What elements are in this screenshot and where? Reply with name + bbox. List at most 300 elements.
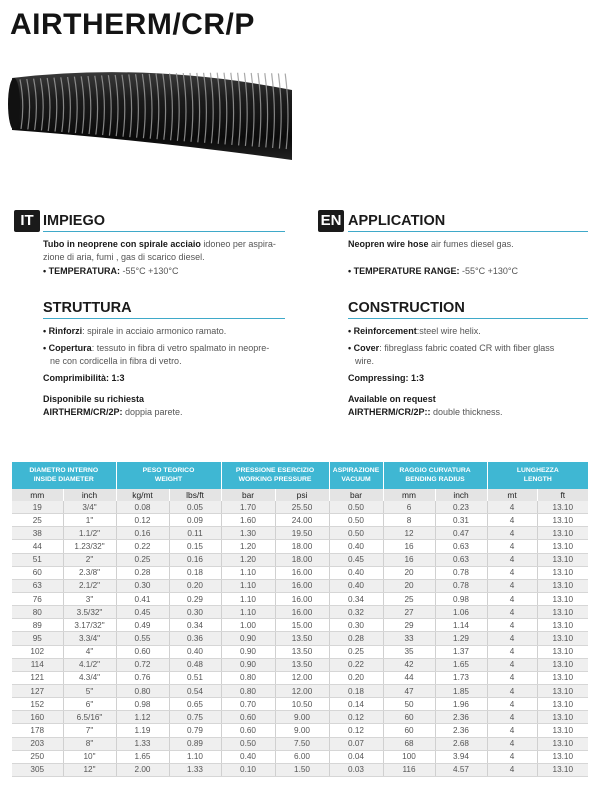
table-cell: 1.37 xyxy=(435,645,487,658)
specifications-table xyxy=(12,462,588,777)
table-cell: 0.98 xyxy=(116,698,169,711)
table-cell: 4 xyxy=(487,501,537,514)
table-row xyxy=(12,750,588,763)
table-cell: 0.30 xyxy=(169,606,221,619)
table-cell: 0.16 xyxy=(116,527,169,540)
table-cell: 0.08 xyxy=(116,501,169,514)
table-cell: 1.70 xyxy=(221,501,275,514)
en-compressing: Compressing: 1:3 xyxy=(348,373,425,383)
en-language-badge: EN xyxy=(318,210,344,232)
it-application-text xyxy=(43,238,293,263)
it-cover-text-1: : tessuto in fibra di vetro spalmato in neopre- xyxy=(91,343,270,353)
table-cell: 12" xyxy=(63,763,116,776)
unit-header-cell: inch xyxy=(435,489,487,501)
table-row xyxy=(12,566,588,579)
table-cell: 0.90 xyxy=(221,645,275,658)
table-cell: 4 xyxy=(487,645,537,658)
table-cell: 25.50 xyxy=(275,501,329,514)
table-cell: 16.00 xyxy=(275,579,329,592)
it-cover xyxy=(43,342,293,367)
table-cell: 0.79 xyxy=(169,724,221,737)
table-group-header-row xyxy=(12,462,588,489)
it-temperature xyxy=(43,265,293,278)
table-cell: 2" xyxy=(63,553,116,566)
table-cell: 1.10 xyxy=(221,579,275,592)
table-cell: 0.30 xyxy=(329,619,383,632)
en-cover-label: Cover xyxy=(353,343,380,353)
it-application-text-1: idoneo per aspira- xyxy=(200,239,276,249)
table-cell: 18.00 xyxy=(275,540,329,553)
table-cell: 1.10 xyxy=(221,592,275,605)
table-cell: 4 xyxy=(487,592,537,605)
table-cell: 0.40 xyxy=(221,750,275,763)
table-cell: 13.50 xyxy=(275,658,329,671)
table-cell: 4 xyxy=(487,553,537,566)
table-cell: 12.00 xyxy=(275,684,329,697)
table-cell: 19.50 xyxy=(275,527,329,540)
table-row xyxy=(12,737,588,750)
unit-header-cell: inch xyxy=(63,489,116,501)
table-cell: 0.72 xyxy=(116,658,169,671)
table-cell: 0.48 xyxy=(169,658,221,671)
table-cell: 1.50 xyxy=(275,763,329,776)
unit-header-cell: lbs/ft xyxy=(169,489,221,501)
it-availability-title: Disponibile su richiesta xyxy=(43,394,145,404)
en-availability-text: double thickness. xyxy=(430,406,503,417)
table-cell: 13.10 xyxy=(537,566,588,579)
table-cell: 0.25 xyxy=(116,553,169,566)
table-cell: 13.10 xyxy=(537,632,588,645)
table-cell: 1.10 xyxy=(169,750,221,763)
table-cell: 8 xyxy=(383,514,435,527)
header-weight: PESO TEORICO WEIGHT xyxy=(116,462,221,489)
table-cell: 1" xyxy=(63,514,116,527)
table-cell: 44 xyxy=(383,671,435,684)
en-availability xyxy=(348,393,593,418)
it-construction-heading: STRUTTURA xyxy=(43,300,285,319)
table-cell: 250 xyxy=(12,750,63,763)
table-cell: 7" xyxy=(63,724,116,737)
table-cell: 13.10 xyxy=(537,711,588,724)
unit-header-cell: ft xyxy=(537,489,588,501)
table-cell: 63 xyxy=(12,579,63,592)
it-temperature-label: TEMPERATURA: xyxy=(48,266,120,276)
table-row xyxy=(12,645,588,658)
table-cell: 0.40 xyxy=(329,579,383,592)
table-cell: 0.98 xyxy=(435,592,487,605)
table-cell: 1.10 xyxy=(221,566,275,579)
table-cell: 6.00 xyxy=(275,750,329,763)
en-reinforcement-label: Reinforcement xyxy=(353,326,417,336)
table-cell: 0.12 xyxy=(116,514,169,527)
table-row xyxy=(12,606,588,619)
table-cell: 1.33 xyxy=(169,763,221,776)
table-cell: 13.50 xyxy=(275,645,329,658)
table-cell: 0.18 xyxy=(169,566,221,579)
table-cell: 1.60 xyxy=(221,514,275,527)
table-cell: 1.85 xyxy=(435,684,487,697)
table-cell: 12.00 xyxy=(275,671,329,684)
table-cell: 1.65 xyxy=(435,658,487,671)
table-row xyxy=(12,658,588,671)
table-cell: 13.10 xyxy=(537,671,588,684)
page-title: AIRTHERM/CR/P xyxy=(10,8,255,41)
table-cell: 13.10 xyxy=(537,684,588,697)
table-cell: 13.10 xyxy=(537,592,588,605)
table-cell: 1.65 xyxy=(116,750,169,763)
table-cell: 0.63 xyxy=(435,553,487,566)
table-cell: 24.00 xyxy=(275,514,329,527)
table-cell: 4.3/4" xyxy=(63,671,116,684)
table-cell: 60 xyxy=(383,724,435,737)
table-cell: 1.30 xyxy=(221,527,275,540)
table-row xyxy=(12,527,588,540)
table-row xyxy=(12,553,588,566)
table-cell: 178 xyxy=(12,724,63,737)
table-cell: 2.36 xyxy=(435,724,487,737)
table-cell: 1.20 xyxy=(221,540,275,553)
table-cell: 13.10 xyxy=(537,737,588,750)
table-cell: 29 xyxy=(383,619,435,632)
table-cell: 0.47 xyxy=(435,527,487,540)
table-cell: 13.10 xyxy=(537,619,588,632)
it-language-badge: IT xyxy=(14,210,40,232)
header-inside-diameter: DIAMETRO INTERNO INSIDE DIAMETER xyxy=(12,462,116,489)
table-cell: 19 xyxy=(12,501,63,514)
table-cell: 0.55 xyxy=(116,632,169,645)
table-cell: 0.05 xyxy=(169,501,221,514)
table-cell: 0.20 xyxy=(169,579,221,592)
table-cell: 0.14 xyxy=(329,698,383,711)
table-cell: 305 xyxy=(12,763,63,776)
table-cell: 95 xyxy=(12,632,63,645)
table-cell: 0.11 xyxy=(169,527,221,540)
en-construction-heading: CONSTRUCTION xyxy=(348,300,588,319)
table-cell: 3" xyxy=(63,592,116,605)
table-cell: 27 xyxy=(383,606,435,619)
table-cell: 15.00 xyxy=(275,619,329,632)
table-row xyxy=(12,671,588,684)
table-cell: 203 xyxy=(12,737,63,750)
table-cell: 0.51 xyxy=(169,671,221,684)
table-cell: 160 xyxy=(12,711,63,724)
table-cell: 89 xyxy=(12,619,63,632)
table-cell: 4 xyxy=(487,658,537,671)
en-temperature xyxy=(348,265,593,278)
it-availability-text: doppia parete. xyxy=(122,406,183,417)
table-cell: 13.10 xyxy=(537,514,588,527)
header-working-pressure: PRESSIONE ESERCIZIO WORKING PRESSURE xyxy=(221,462,329,489)
table-cell: 35 xyxy=(383,645,435,658)
it-reinforcement-text: : spirale in acciaio armonico ramato. xyxy=(82,326,227,336)
table-cell: 1.23/32" xyxy=(63,540,116,553)
table-cell: 0.34 xyxy=(169,619,221,632)
unit-header-cell: mm xyxy=(383,489,435,501)
table-row xyxy=(12,698,588,711)
table-cell: 1.19 xyxy=(116,724,169,737)
table-cell: 4 xyxy=(487,619,537,632)
table-cell: 0.40 xyxy=(169,645,221,658)
table-row xyxy=(12,579,588,592)
table-cell: 0.04 xyxy=(329,750,383,763)
table-cell: 0.50 xyxy=(329,514,383,527)
table-cell: 4 xyxy=(487,527,537,540)
table-cell: 13.10 xyxy=(537,553,588,566)
table-cell: 1.20 xyxy=(221,553,275,566)
table-cell: 0.75 xyxy=(169,711,221,724)
table-cell: 12 xyxy=(383,527,435,540)
it-reinforcement xyxy=(43,325,293,338)
table-cell: 16 xyxy=(383,553,435,566)
table-cell: 100 xyxy=(383,750,435,763)
unit-header-cell: psi xyxy=(275,489,329,501)
en-application-heading: APPLICATION xyxy=(348,213,588,232)
table-cell: 25 xyxy=(12,514,63,527)
table-cell: 4 xyxy=(487,632,537,645)
table-row xyxy=(12,724,588,737)
table-cell: 0.80 xyxy=(116,684,169,697)
table-cell: 1.29 xyxy=(435,632,487,645)
table-cell: 9.00 xyxy=(275,724,329,737)
table-cell: 0.50 xyxy=(221,737,275,750)
table-row xyxy=(12,684,588,697)
table-cell: 0.22 xyxy=(116,540,169,553)
table-cell: 13.10 xyxy=(537,579,588,592)
table-cell: 10" xyxy=(63,750,116,763)
table-row xyxy=(12,619,588,632)
table-cell: 0.22 xyxy=(329,658,383,671)
table-cell: 0.16 xyxy=(169,553,221,566)
table-cell: 0.63 xyxy=(435,540,487,553)
table-cell: 1.33 xyxy=(116,737,169,750)
table-cell: 0.60 xyxy=(116,645,169,658)
table-cell: 13.50 xyxy=(275,632,329,645)
table-row xyxy=(12,501,588,514)
header-length: LUNGHEZZA LENGTH xyxy=(487,462,588,489)
unit-header-cell: mm xyxy=(12,489,63,501)
table-row xyxy=(12,540,588,553)
table-cell: 3.5/32" xyxy=(63,606,116,619)
table-cell: 0.50 xyxy=(329,527,383,540)
table-cell: 33 xyxy=(383,632,435,645)
table-cell: 0.34 xyxy=(329,592,383,605)
en-application-text xyxy=(348,238,593,251)
hose-product-image xyxy=(8,44,298,174)
table-cell: 1.10 xyxy=(221,606,275,619)
table-cell: 4 xyxy=(487,514,537,527)
table-cell: 2.3/8" xyxy=(63,566,116,579)
table-cell: 0.28 xyxy=(116,566,169,579)
table-cell: 0.80 xyxy=(221,684,275,697)
table-cell: 0.65 xyxy=(169,698,221,711)
en-reinforcement xyxy=(348,325,593,338)
table-cell: 4 xyxy=(487,579,537,592)
table-cell: 0.36 xyxy=(169,632,221,645)
table-cell: 6 xyxy=(383,501,435,514)
en-application-text-1: air fumes diesel gas. xyxy=(428,239,514,249)
table-cell: 1.1/2" xyxy=(63,527,116,540)
table-cell: 25 xyxy=(383,592,435,605)
header-vacuum: ASPIRAZIONE VACUUM xyxy=(329,462,383,489)
table-cell: 4 xyxy=(487,737,537,750)
table-cell: 4 xyxy=(487,606,537,619)
table-cell: 6.5/16" xyxy=(63,711,116,724)
table-cell: 3.94 xyxy=(435,750,487,763)
en-application-lead: Neopren wire hose xyxy=(348,239,429,249)
it-application-lead: Tubo in neoprene con spirale acciaio xyxy=(43,239,201,249)
table-cell: 13.10 xyxy=(537,527,588,540)
table-cell: 0.54 xyxy=(169,684,221,697)
table-cell: 0.60 xyxy=(221,724,275,737)
table-cell: 3.17/32" xyxy=(63,619,116,632)
en-cover xyxy=(348,342,593,367)
table-cell: 13.10 xyxy=(537,606,588,619)
table-row xyxy=(12,711,588,724)
en-temperature-value: -55°C +130°C xyxy=(459,266,518,276)
table-row xyxy=(12,763,588,776)
table-cell: 0.90 xyxy=(221,658,275,671)
table-cell: 0.80 xyxy=(221,671,275,684)
table-unit-header-row xyxy=(12,489,588,501)
table-cell: 0.41 xyxy=(116,592,169,605)
table-cell: 60 xyxy=(12,566,63,579)
it-reinforcement-label: Rinforzi xyxy=(48,326,83,336)
it-availability-label: AIRTHERM/CR/2P: xyxy=(43,406,123,417)
table-cell: 1.14 xyxy=(435,619,487,632)
table-cell: 4 xyxy=(487,540,537,553)
table-row xyxy=(12,592,588,605)
table-cell: 7.50 xyxy=(275,737,329,750)
table-cell: 13.10 xyxy=(537,645,588,658)
table-cell: 76 xyxy=(12,592,63,605)
it-cover-text-2: ne con cordicella in fibra di vetro. xyxy=(50,355,182,366)
table-cell: 5" xyxy=(63,684,116,697)
table-cell: 4 xyxy=(487,698,537,711)
table-cell: 0.10 xyxy=(221,763,275,776)
table-cell: 4 xyxy=(487,750,537,763)
table-cell: 1.06 xyxy=(435,606,487,619)
table-cell: 13.10 xyxy=(537,750,588,763)
table-cell: 4.57 xyxy=(435,763,487,776)
table-cell: 44 xyxy=(12,540,63,553)
table-cell: 4 xyxy=(487,763,537,776)
table-cell: 0.23 xyxy=(435,501,487,514)
en-availability-label: AIRTHERM/CR/2P:: xyxy=(348,406,431,417)
table-cell: 20 xyxy=(383,566,435,579)
table-cell: 13.10 xyxy=(537,540,588,553)
table-cell: 13.10 xyxy=(537,501,588,514)
table-cell: 42 xyxy=(383,658,435,671)
table-cell: 9.00 xyxy=(275,711,329,724)
table-cell: 152 xyxy=(12,698,63,711)
table-cell: 1.00 xyxy=(221,619,275,632)
table-cell: 4 xyxy=(487,724,537,737)
it-compressing: Comprimibilità: 1:3 xyxy=(43,373,125,383)
table-cell: 0.31 xyxy=(435,514,487,527)
table-cell: 3.3/4" xyxy=(63,632,116,645)
table-cell: 0.45 xyxy=(116,606,169,619)
it-availability xyxy=(43,393,293,418)
unit-header-cell: kg/mt xyxy=(116,489,169,501)
table-cell: 20 xyxy=(383,579,435,592)
table-cell: 3/4" xyxy=(63,501,116,514)
table-cell: 0.15 xyxy=(169,540,221,553)
table-cell: 0.40 xyxy=(329,566,383,579)
table-cell: 16.00 xyxy=(275,566,329,579)
table-cell: 4 xyxy=(487,684,537,697)
table-cell: 0.89 xyxy=(169,737,221,750)
table-cell: 4" xyxy=(63,645,116,658)
en-availability-title: Available on request xyxy=(348,394,436,404)
unit-header-cell: mt xyxy=(487,489,537,501)
it-application-text-2: zione di aria, fumi , gas di scarico diesel. xyxy=(43,251,205,262)
table-cell: 6" xyxy=(63,698,116,711)
table-cell: 10.50 xyxy=(275,698,329,711)
table-cell: 18.00 xyxy=(275,553,329,566)
table-cell: 0.07 xyxy=(329,737,383,750)
table-cell: 127 xyxy=(12,684,63,697)
table-cell: 0.03 xyxy=(329,763,383,776)
table-cell: 0.60 xyxy=(221,711,275,724)
table-cell: 4 xyxy=(487,711,537,724)
header-bending-radius: RAGGIO CURVATURA BENDING RADIUS xyxy=(383,462,487,489)
table-cell: 4 xyxy=(487,566,537,579)
table-cell: 2.00 xyxy=(116,763,169,776)
table-cell: 0.45 xyxy=(329,553,383,566)
table-cell: 13.10 xyxy=(537,698,588,711)
table-cell: 0.70 xyxy=(221,698,275,711)
en-temperature-label: TEMPERATURE RANGE: xyxy=(353,266,460,276)
it-application-heading: IMPIEGO xyxy=(43,213,285,232)
table-cell: 0.90 xyxy=(221,632,275,645)
table-cell: 0.12 xyxy=(329,711,383,724)
table-cell: 16.00 xyxy=(275,606,329,619)
table-cell: 16 xyxy=(383,540,435,553)
table-cell: 0.76 xyxy=(116,671,169,684)
table-cell: 1.12 xyxy=(116,711,169,724)
table-cell: 116 xyxy=(383,763,435,776)
table-cell: 0.20 xyxy=(329,671,383,684)
table-cell: 114 xyxy=(12,658,63,671)
table-cell: 0.78 xyxy=(435,566,487,579)
table-cell: 0.49 xyxy=(116,619,169,632)
table-cell: 0.78 xyxy=(435,579,487,592)
table-cell: 2.68 xyxy=(435,737,487,750)
table-cell: 80 xyxy=(12,606,63,619)
table-cell: 0.29 xyxy=(169,592,221,605)
unit-header-cell: bar xyxy=(329,489,383,501)
table-cell: 0.50 xyxy=(329,501,383,514)
table-cell: 8" xyxy=(63,737,116,750)
table-cell: 4.1/2" xyxy=(63,658,116,671)
table-cell: 13.10 xyxy=(537,724,588,737)
table-cell: 51 xyxy=(12,553,63,566)
table-cell: 0.25 xyxy=(329,645,383,658)
table-cell: 16.00 xyxy=(275,592,329,605)
table-cell: 0.30 xyxy=(116,579,169,592)
table-cell: 0.40 xyxy=(329,540,383,553)
en-reinforcement-text: :steel wire helix. xyxy=(416,326,481,336)
it-cover-label: Copertura xyxy=(48,343,92,353)
table-cell: 47 xyxy=(383,684,435,697)
table-cell: 102 xyxy=(12,645,63,658)
table-cell: 0.18 xyxy=(329,684,383,697)
it-temperature-value: -55°C +130°C xyxy=(120,266,179,276)
table-cell: 50 xyxy=(383,698,435,711)
table-cell: 2.36 xyxy=(435,711,487,724)
table-cell: 121 xyxy=(12,671,63,684)
en-cover-text-2: wire. xyxy=(355,355,375,366)
